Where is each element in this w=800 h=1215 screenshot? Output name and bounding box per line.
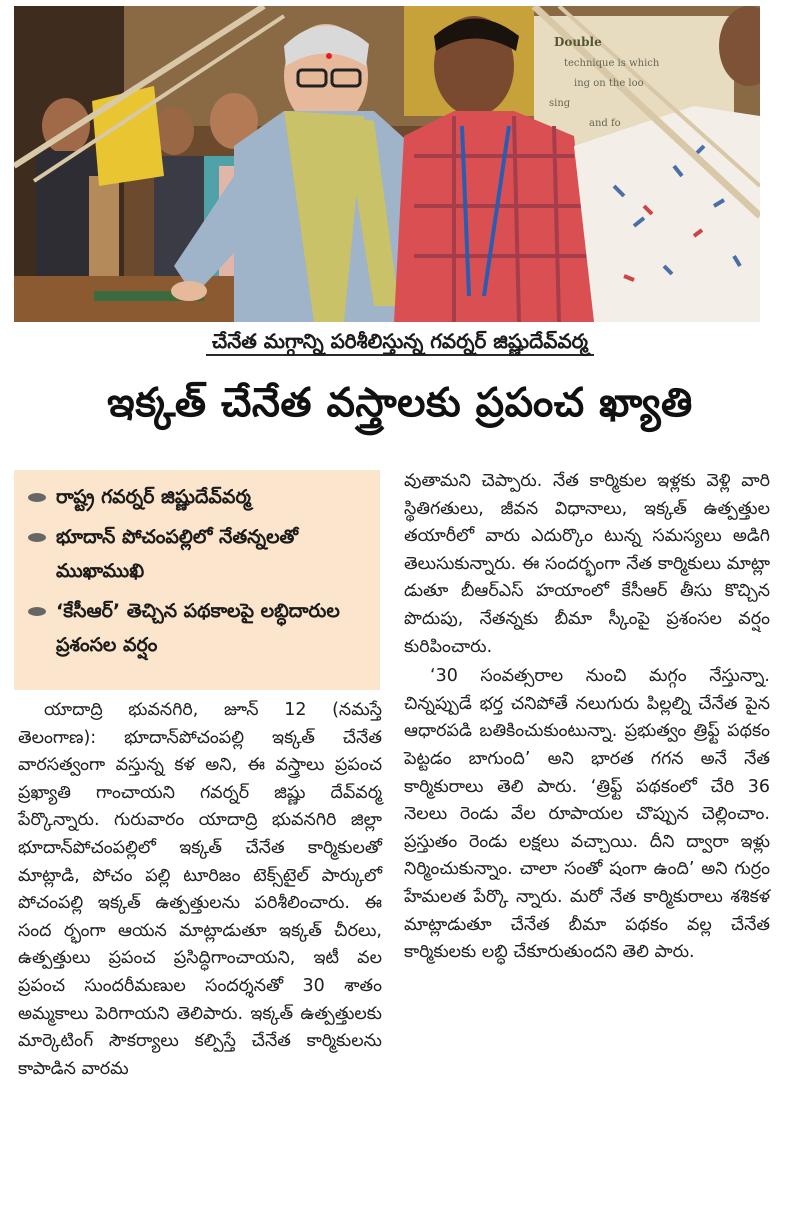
article-paragraph-continued: వుతామని చెప్పారు. నేత కార్మికుల ఇళ్లకు వెళ్లి వారి స్థితిగతులు, జీవన విధానాలు, ఇక్కత్ ఉత్పత్తుల తయారీలో వారు ఎదుర్కొం టున్న సమస్యలు అడిగి తెలుసుకున్నారు. ఈ సందర్భంగా నేత కార్మికులు మాట్లా డుతూ బీఆర్‌ఎస్ హయాంలో కేసీఆర్ తీసు కొచ్చిన పొదుపు, నేతన్నకు బీమా స్కీంపై ప్రశంసల వర్షం కురిపించారు. xyxy=(404,471,770,657)
placard-title: Double xyxy=(554,35,602,49)
highlight-item xyxy=(28,480,372,514)
headline: ఇక్కత్ చేనేత వస్త్రాలకు ప్రపంచ ఖ్యాతి xyxy=(107,380,693,426)
highlight-item xyxy=(28,520,372,588)
bullet-icon xyxy=(28,533,46,542)
highlight-text: రాష్ట్ర గవర్నర్ జిష్ణుదేవ్‌వర్మ xyxy=(56,486,251,508)
bullet-icon xyxy=(28,607,46,616)
article-paragraph: ‘30 సంవత్సరాల నుంచి మగ్గం నేస్తున్నా. చిన్నప్పుడే భర్త చనిపోతే నలుగురు పిల్లల్ని చేనేత పైన ఆధారపడి బతికించుకుంటున్నా. ప్రభుత్వం త్రిఫ్ట్ పథకం పెట్టడం బాగుంది’ అని భారత గగన అనే నేత కార్మికురాలు తెలి పారు. ‘త్రిఫ్ట్ పథకంలో చేరి 36 నెలలు రెండు వేల రూపాయల చొప్పున చెల్లించాం. ప్రస్తుతం రెండు లక్షలు వచ్చాయి. దీని ద్వారా ఇళ్లు నిర్మించుకున్నాం. చాలా సంతో షంగా ఉంది’ అని గుర్రం హేమలత పేర్కొ న్నారు. మరో నేత కార్మికురాలు శశికళ మాట్లాడుతూ చేనేత బీమా పథకం వల్ల చేనేత కార్మికులకు లబ్ధి చేకూరుతుందని తెలి పారు. xyxy=(404,666,770,963)
highlight-item xyxy=(28,594,372,662)
article-column-right xyxy=(404,468,770,967)
placard-line: sing xyxy=(549,98,571,109)
bullet-icon xyxy=(28,493,46,502)
article-paragraph: యాదాద్రి భువనగిరి, జూన్ 12 (నమస్తే తెలంగాణ): భూదాన్‌పోచంపల్లి ఇక్కత్ చేనేత వారసత్వంగా వస్తున్న కళ అని, ఈ వస్త్రాలు ప్రపంచ ప్రఖ్యాతి గాంచాయని గవర్నర్ జిష్ణు దేవ్‌వర్మ పేర్కొన్నారు. గురువారం యాదాద్రి భువనగిరి జిల్లా భూదాన్‌పోచంపల్లిలో ఇక్కత్ చేనేత కార్మికులతో మాట్లాడి, పోచం పల్లి టూరిజం టెక్స్‌టైల్ పార్కులో పోచంపల్లి ఇక్కత్ ఉత్పత్తులను పరిశీలించారు. ఈ సంద ర్భంగా ఆయన మాట్లాడుతూ ఇక్కత్ చీరలు, ఉత్పత్తులు ప్రపంచ ప్రసిద్ధిగాంచాయని, ఇటీ వల ప్రపంచ సుందరీమణుల సందర్శనతో 30 శాతం అమ్మకాలు పెరిగాయని తెలిపారు. ఇక్కత్ ఉత్పత్తులకు మార్కెటింగ్ సౌకర్యాలు కల్పిస్తే చేనేత కార్మికులను కాపాడిన వారమ xyxy=(18,700,382,1079)
placard-line: ing on the loo xyxy=(574,78,644,89)
photo-caption xyxy=(0,326,800,356)
photo-caption-text: చేనేత మగ్గాన్ని పరిశీలిస్తున్న గవర్నర్ జిష్ణుదేవ్‌వర్మ xyxy=(206,329,594,356)
placard-line: technique is which xyxy=(564,58,660,69)
article-column-left xyxy=(18,697,382,1083)
highlight-text: భూదాన్ పోచంపల్లిలో నేతన్నలతో ముఖాముఖి xyxy=(56,526,299,582)
news-photo xyxy=(14,6,760,322)
highlight-text: ‘కేసీఆర్’ తెచ్చిన పథకాలపై లబ్ధిదారుల ప్రశంసల వర్షం xyxy=(56,600,340,656)
highlights-box xyxy=(14,470,380,690)
placard-line: and fo xyxy=(589,118,621,129)
governor-at-loom-photo xyxy=(14,6,760,322)
